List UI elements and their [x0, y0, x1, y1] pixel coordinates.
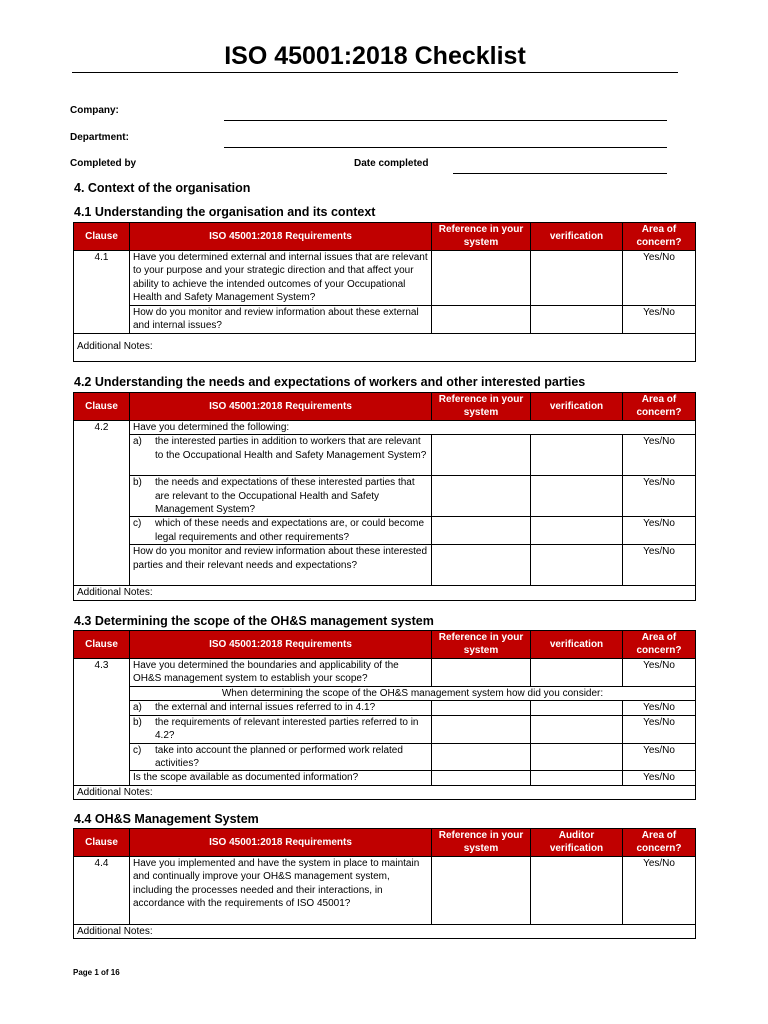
verification-cell[interactable] [531, 250, 623, 305]
col-clause: Clause [74, 393, 130, 421]
table-row [74, 856, 696, 924]
table-row [74, 305, 696, 333]
reference-cell[interactable] [432, 435, 531, 476]
col-reference: Reference in your system [432, 393, 531, 421]
table-row [74, 686, 696, 700]
col-concern: Area of concern? [623, 631, 696, 659]
concern-value[interactable]: Yes/No [623, 250, 696, 305]
requirement-text: Have you implemented and have the system in place to maintain and continually improve your OH&S management system, including the processes needed and their interactions, in accordance with the requirements of ISO 45001? [130, 856, 432, 924]
completed-by-label: Completed by [70, 158, 137, 169]
section-4-3-heading: 4.3 Determining the scope of the OH&S management system [74, 614, 434, 628]
item-marker: b) [133, 716, 142, 728]
table-row [74, 743, 696, 771]
concern-value[interactable]: Yes/No [623, 715, 696, 743]
item-marker: b) [133, 477, 142, 489]
concern-value[interactable]: Yes/No [623, 701, 696, 715]
notes-row [74, 586, 696, 600]
date-completed-field[interactable] [453, 173, 667, 174]
item-marker: a) [133, 436, 142, 448]
table-4-2 [73, 392, 696, 601]
company-field[interactable] [224, 120, 667, 121]
additional-notes[interactable]: Additional Notes: [74, 924, 696, 938]
col-reference: Reference in your system [432, 631, 531, 659]
title-rule [72, 72, 678, 73]
notes-row [74, 924, 696, 938]
additional-notes[interactable]: Additional Notes: [74, 785, 696, 799]
requirement-text: the interested parties in addition to workers that are relevant to the Occupational Health and Safety Management System? [155, 436, 427, 461]
col-requirements: ISO 45001:2018 Requirements [130, 631, 432, 659]
table-row [74, 545, 696, 586]
company-label: Company: [70, 105, 119, 116]
requirement-text: How do you monitor and review information about these interested parties and their relevant needs and expectations? [130, 545, 432, 586]
department-label: Department: [70, 132, 129, 143]
verification-cell[interactable] [531, 517, 623, 545]
table-row [74, 771, 696, 785]
requirement-text: the needs and expectations of these interested parties that are relevant to the Occupational Health and Safety Management System? [155, 477, 415, 516]
document-title: ISO 45001:2018 Checklist [224, 42, 526, 70]
col-clause: Clause [74, 829, 130, 857]
requirement-text: How do you monitor and review information about these external and internal issues? [130, 305, 432, 333]
requirement-text: take into account the planned or performed work related activities? [155, 744, 403, 770]
col-clause: Clause [74, 631, 130, 659]
col-concern: Area of concern? [623, 223, 696, 251]
additional-notes[interactable]: Additional Notes: [74, 586, 696, 600]
section-4-1-heading: 4.1 Understanding the organisation and its context [74, 205, 376, 219]
verification-cell[interactable] [531, 476, 623, 517]
reference-cell[interactable] [432, 658, 531, 686]
verification-cell[interactable] [531, 771, 623, 785]
clause-number: 4.3 [74, 658, 130, 785]
table-4-3 [73, 630, 696, 800]
table-row [74, 420, 696, 434]
section-4-2-heading: 4.2 Understanding the needs and expectations of workers and other interested parties [74, 375, 586, 389]
requirement-text: which of these needs and expectations are, or could become legal requirements and other requirements? [155, 518, 425, 543]
item-marker: c) [133, 518, 142, 530]
verification-cell[interactable] [531, 856, 623, 924]
concern-value[interactable]: Yes/No [623, 545, 696, 586]
concern-value[interactable]: Yes/No [623, 856, 696, 924]
concern-value[interactable]: Yes/No [623, 435, 696, 476]
notes-row [74, 785, 696, 799]
verification-cell[interactable] [531, 715, 623, 743]
table-row [74, 701, 696, 715]
notes-row [74, 333, 696, 361]
col-concern: Area of concern? [623, 829, 696, 857]
requirement-intro: Have you determined the following: [130, 420, 696, 434]
col-reference: Reference in your system [432, 223, 531, 251]
verification-cell[interactable] [531, 701, 623, 715]
consider-prompt: When determining the scope of the OH&S management system how did you consider: [130, 686, 696, 700]
verification-cell[interactable] [531, 743, 623, 771]
reference-cell[interactable] [432, 856, 531, 924]
reference-cell[interactable] [432, 545, 531, 586]
verification-cell[interactable] [531, 305, 623, 333]
section-4-4-heading: 4.4 OH&S Management System [74, 812, 259, 826]
col-requirements: ISO 45001:2018 Requirements [130, 393, 432, 421]
requirement-text: Is the scope available as documented information? [130, 771, 432, 785]
concern-value[interactable]: Yes/No [623, 305, 696, 333]
concern-value[interactable]: Yes/No [623, 658, 696, 686]
concern-value[interactable]: Yes/No [623, 743, 696, 771]
table-row [74, 715, 696, 743]
reference-cell[interactable] [432, 250, 531, 305]
department-field[interactable] [224, 147, 667, 148]
table-4-4 [73, 828, 696, 939]
col-verification: verification [531, 631, 623, 659]
reference-cell[interactable] [432, 305, 531, 333]
section-4-heading: 4. Context of the organisation [74, 181, 251, 195]
table-row [74, 250, 696, 305]
table-row [74, 658, 696, 686]
verification-cell[interactable] [531, 658, 623, 686]
col-verification: verification [531, 223, 623, 251]
concern-value[interactable]: Yes/No [623, 476, 696, 517]
requirement-text: Have you determined external and internal issues that are relevant to your purpose and your strategic direction and that affect your ability to achieve the intended outcomes of your Occupational Health and Safety Management System? [130, 250, 432, 305]
clause-number: 4.4 [74, 856, 130, 924]
verification-cell[interactable] [531, 435, 623, 476]
clause-number: 4.1 [74, 250, 130, 333]
table-row [74, 517, 696, 545]
requirement-text: Have you determined the boundaries and applicability of the OH&S management system to establish your scope? [130, 658, 432, 686]
col-requirements: ISO 45001:2018 Requirements [130, 829, 432, 857]
item-marker: a) [133, 702, 142, 714]
reference-cell[interactable] [432, 771, 531, 785]
reference-cell[interactable] [432, 517, 531, 545]
col-verification: verification [531, 393, 623, 421]
table-row [74, 476, 696, 517]
col-requirements: ISO 45001:2018 Requirements [130, 223, 432, 251]
date-completed-label: Date completed [354, 158, 429, 169]
table-4-1 [73, 222, 696, 362]
reference-cell[interactable] [432, 476, 531, 517]
col-reference: Reference in your system [432, 829, 531, 857]
col-concern: Area of concern? [623, 393, 696, 421]
item-marker: c) [133, 744, 142, 756]
reference-cell[interactable] [432, 743, 531, 771]
additional-notes[interactable]: Additional Notes: [74, 333, 696, 361]
col-clause: Clause [74, 223, 130, 251]
requirement-text: the external and internal issues referred to in 4.1? [155, 702, 376, 714]
reference-cell[interactable] [432, 701, 531, 715]
concern-value[interactable]: Yes/No [623, 517, 696, 545]
clause-number: 4.2 [74, 420, 130, 586]
col-auditor-verification: Auditor verification [531, 829, 623, 857]
table-row [74, 435, 696, 476]
verification-cell[interactable] [531, 545, 623, 586]
reference-cell[interactable] [432, 715, 531, 743]
page-number: Page 1 of 16 [73, 968, 120, 977]
requirement-text: the requirements of relevant interested parties referred to in 4.2? [155, 716, 419, 742]
concern-value[interactable]: Yes/No [623, 771, 696, 785]
